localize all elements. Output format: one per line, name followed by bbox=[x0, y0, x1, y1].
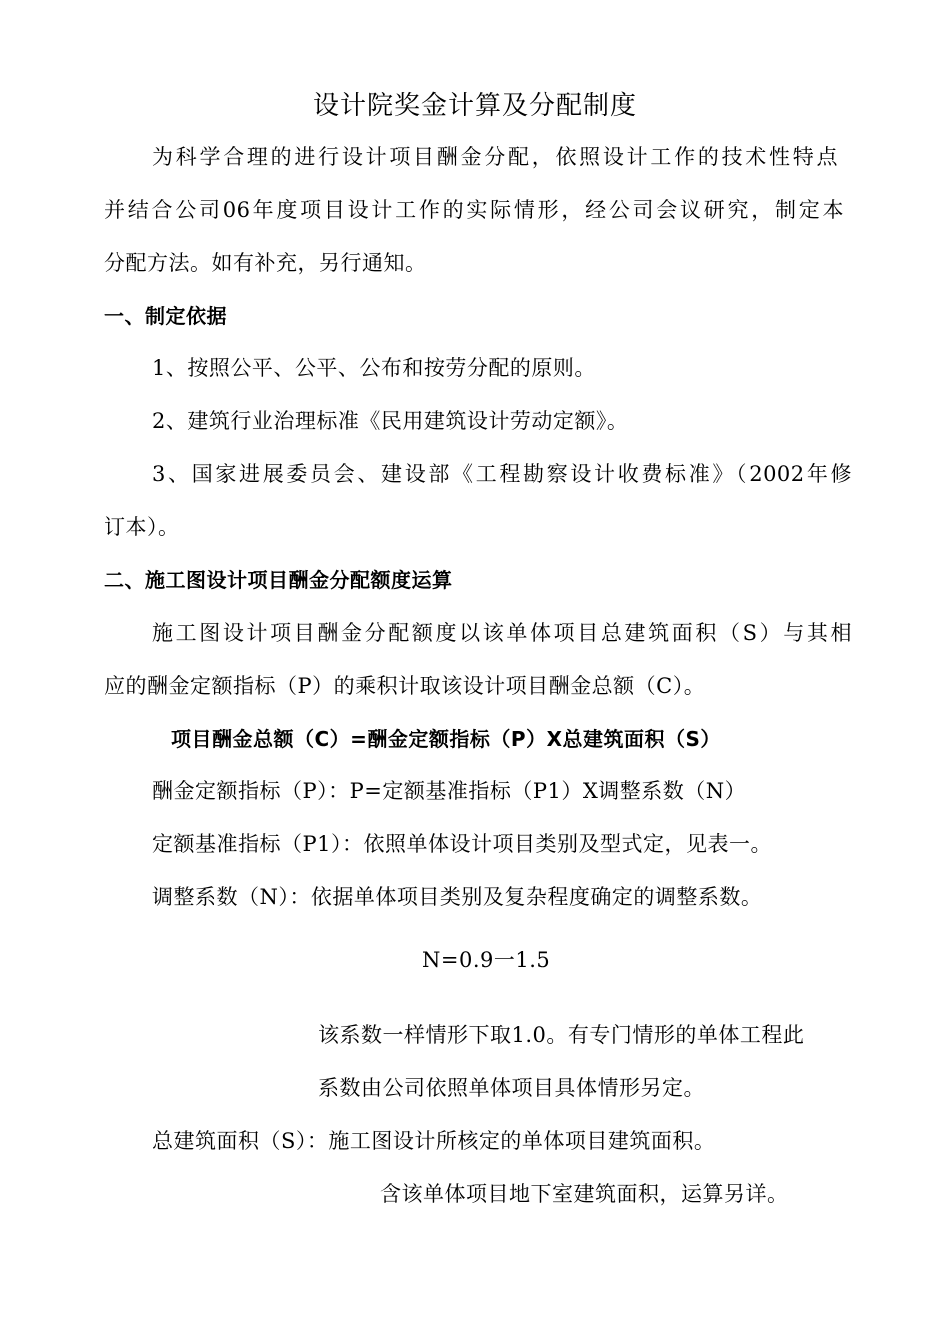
intro-line-1: 为科学合理的进行设计项目酬金分配，依照设计工作的技术性特点 bbox=[152, 145, 838, 169]
formula-line: 项目酬金总额（C）=酬金定额指标（P）X总建筑面积（S） bbox=[171, 727, 721, 751]
document-title: 设计院奖金计算及分配制度 bbox=[312, 91, 637, 121]
section-1-heading: 一、制定依据 bbox=[104, 304, 227, 328]
n-range: N=0.9一1.5 bbox=[422, 948, 551, 972]
section-1-item-2: 2、建筑行业治理标准《民用建筑设计劳动定额》。 bbox=[152, 409, 629, 433]
section-2-body-2: 应的酬金定额指标（P）的乘积计取该设计项目酬金总额（C）。 bbox=[104, 674, 706, 698]
definition-p1: 定额基准指标（P1）：依照单体设计项目类别及型式定，见表一。 bbox=[152, 832, 772, 856]
area-note: 含该单体项目地下室建筑面积，运算另详。 bbox=[380, 1182, 789, 1206]
definition-n: 调整系数（N）：依据单体项目类别及复杂程度确定的调整系数。 bbox=[152, 885, 763, 909]
section-1-item-3: 3、国家进展委员会、建设部《工程勘察设计收费标准》（2002年修 bbox=[152, 462, 852, 486]
intro-line-3: 分配方法。如有补充，另行通知。 bbox=[104, 251, 427, 275]
section-1-item-3-cont: 订本）。 bbox=[104, 515, 180, 539]
section-2-heading: 二、施工图设计项目酬金分配额度运算 bbox=[104, 568, 453, 592]
n-note-1: 该系数一样情形下取1.0。有专门情形的单体工程此 bbox=[318, 1023, 805, 1047]
definition-p: 酬金定额指标（P）：P=定额基准指标（P1）X调整系数（N） bbox=[152, 779, 747, 803]
section-2-body-1: 施工图设计项目酬金分配额度以该单体项目总建筑面积（S）与其相 bbox=[152, 621, 852, 645]
intro-line-2: 并结合公司06年度项目设计工作的实际情形，经公司会议研究，制定本 bbox=[104, 198, 844, 222]
n-note-2: 系数由公司依照单体项目具体情形另定。 bbox=[318, 1076, 705, 1100]
definition-s: 总建筑面积（S）：施工图设计所核定的单体项目建筑面积。 bbox=[152, 1129, 716, 1153]
section-1-item-1: 1、按照公平、公平、公布和按劳分配的原则。 bbox=[152, 356, 596, 380]
